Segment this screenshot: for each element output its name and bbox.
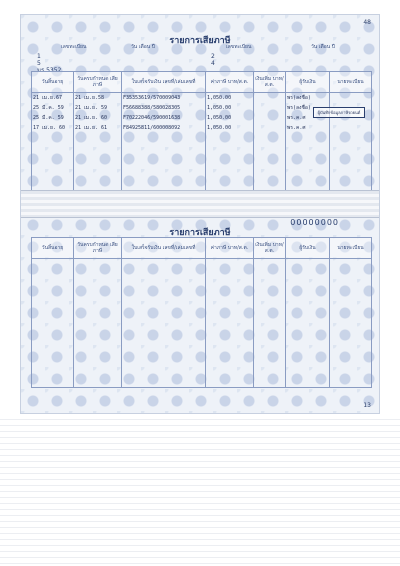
col-receipt: ใบเสร็จรับเงิน เลขที่/เล่มเลขที่ <box>122 238 206 259</box>
cell-receipt: F84925811/600008092 <box>122 123 206 133</box>
page-number-top: 48 <box>363 19 371 26</box>
col-receiver: ผู้รับเงิน <box>286 72 330 93</box>
col-tax: ค่าภาษี บาท/ส.ต. <box>206 72 254 93</box>
tax-table-2-header <box>32 238 372 259</box>
header-reg-no-1: เลขทะเบียน <box>61 44 87 50</box>
col-tax: ค่าภาษี บาท/ส.ต. <box>206 238 254 259</box>
col-due: วันครบกำหนด เสียภาษี <box>74 238 122 259</box>
col-registrar: นายทะเบียน <box>330 72 372 93</box>
cell-registrar <box>330 93 372 104</box>
page-number-bottom: 13 <box>363 402 371 409</box>
col-surcharge: เงินเพิ่ม บาท/ส.ต. <box>254 238 286 259</box>
table-row <box>32 123 372 133</box>
registration-book-page <box>20 14 380 414</box>
officer-stamp: ผู้บันทึกข้อมูลภาษีรถยนต์ <box>313 107 365 118</box>
cell-surcharge <box>254 113 286 123</box>
cell-due: 21 เม.ย. 59 <box>74 103 122 113</box>
col-surcharge: เงินเพิ่ม บาท/ส.ต. <box>254 72 286 93</box>
cell-receiver: พร.ค.ศ <box>286 113 330 123</box>
cell-surcharge <box>254 103 286 113</box>
section2-title: รายการเสียภาษี <box>169 228 231 238</box>
cell-registrar <box>330 123 372 133</box>
serial-dots: 00000000 <box>290 218 339 227</box>
cell-due: 21 เม.ย. 61 <box>74 123 122 133</box>
handwritten-note-right: 2 4 <box>211 53 215 67</box>
cell-receipt: F70222046/590001638 <box>122 113 206 123</box>
cell-expiry: 21 เม.ย.67 <box>32 93 74 104</box>
table-row <box>32 93 372 104</box>
cell-tax: 1,050.00 <box>206 93 254 104</box>
header-date-2: วัน เดือน ปี <box>311 44 335 50</box>
cell-surcharge <box>254 93 286 104</box>
cell-expiry: 25 มี.ค. 59 <box>32 113 74 123</box>
col-expiry: วันสิ้นอายุ <box>32 238 74 259</box>
cell-due: 21 เม.ย. 60 <box>74 113 122 123</box>
cell-receiver: พร(ลงชื่อ) <box>286 93 330 104</box>
cell-receiver: พร(ลงชื่อ) <box>286 103 330 113</box>
col-receiver: ผู้รับเงิน <box>286 238 330 259</box>
cell-tax: 1,050.00 <box>206 113 254 123</box>
blank-lined-area <box>0 414 400 566</box>
cell-receipt: F35353619/570009043 <box>122 93 206 104</box>
cell-expiry: 25 มี.ค. 59 <box>32 103 74 113</box>
cell-tax: 1,050.00 <box>206 103 254 113</box>
cell-expiry: 17 เม.ย. 60 <box>32 123 74 133</box>
tax-table-1-header <box>32 72 372 93</box>
col-expiry: วันสิ้นอายุ <box>32 72 74 93</box>
page-fold-band <box>21 190 379 218</box>
cell-surcharge <box>254 123 286 133</box>
cell-receiver: พร.ค.ศ <box>286 123 330 133</box>
header-date-1: วัน เดือน ปี <box>131 44 155 50</box>
header-reg-no-2: เลขทะเบียน <box>226 44 252 50</box>
cell-due: 21 เม.ย.58 <box>74 93 122 104</box>
tax-table-2 <box>31 237 372 388</box>
col-due: วันครบกำหนด เสียภาษี <box>74 72 122 93</box>
col-registrar: นายทะเบียน <box>330 238 372 259</box>
cell-receipt: F56688388/580028305 <box>122 103 206 113</box>
table-empty-space <box>32 259 372 388</box>
cell-tax: 1,050.00 <box>206 123 254 133</box>
col-receipt: ใบเสร็จรับเงิน เลขที่/เล่มเลขที่ <box>122 72 206 93</box>
section1-header-line <box>21 43 379 51</box>
handwritten-note-left: 1 5 มร 5352 <box>37 53 62 74</box>
section1-title: รายการเสียภาษี <box>169 36 231 46</box>
